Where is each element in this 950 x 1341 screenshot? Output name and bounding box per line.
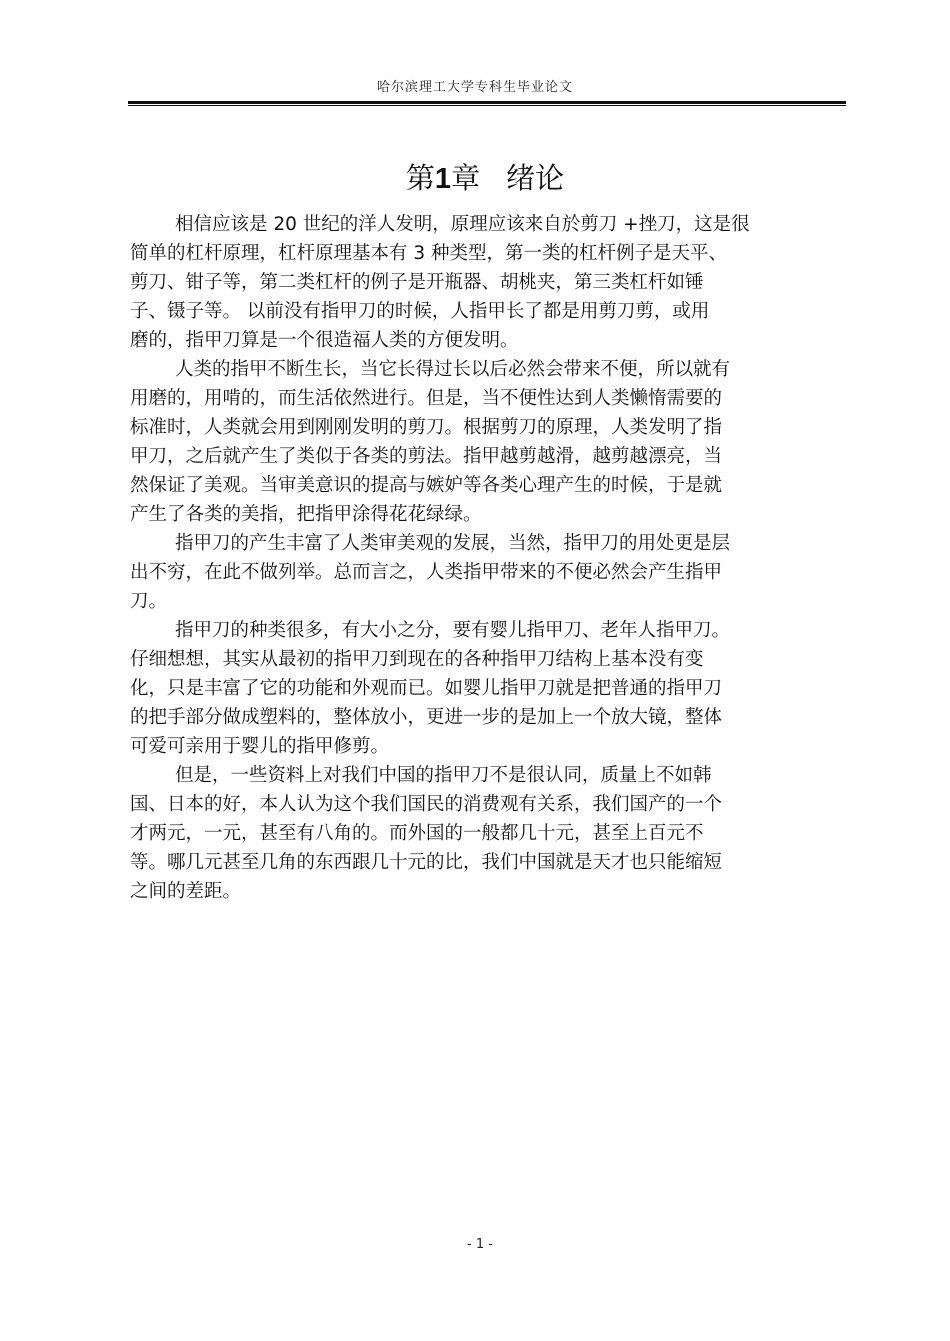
text-line: 等。哪几元甚至几角的东西跟几十元的比，我们中国就是天才也只能缩短 [130,852,723,873]
paragraph-3 [130,529,845,616]
text-line: 指甲刀的产生丰富了人类审美观的发展，当然，指甲刀的用处更是层 [175,533,731,554]
text-line: 指甲刀的种类很多，有大小之分，要有婴儿指甲刀、老年人指甲刀。 [175,620,731,641]
text-line: 然保证了美观。当审美意识的提高与嫉妒等各类心理产生的时候，于是就 [130,475,723,496]
text-line: 甲刀，之后就产生了类似于各类的剪法。指甲越剪越滑，越剪越漂亮，当 [130,446,723,467]
paragraph-1 [130,210,845,355]
text-line: 仔细想想，其实从最初的指甲刀到现在的各种指甲刀结构上基本没有变 [130,649,704,670]
header-double-rule [128,101,846,106]
chapter-name: 绪论 [506,161,565,195]
paragraph-5 [130,761,845,906]
text-line: 刀。 [130,591,168,612]
text-line: 磨的，指甲刀算是一个很造福人类的方便发明。 [130,330,519,351]
paragraph-2 [130,355,845,529]
text-line: 产生了各类的美指，把指甲涂得花花绿绿。 [130,504,482,525]
text-line: 但是，一些资料上对我们中国的指甲刀不是很认同，质量上不如韩 [175,765,712,786]
text-line: 简单的杠杆原理，杠杆原理基本有 3 种类型，第一类的杠杆例子是天平、 [130,243,728,264]
text-line: 的把手部分做成塑料的，整体放小，更进一步的是加上一个放大镜，整体 [130,707,723,728]
chapter-title [0,156,950,197]
paragraph-4 [130,616,845,761]
text-line: 相信应该是 20 世纪的洋人发明，原理应该来自於剪刀 +挫刀，这是很 [175,214,750,235]
text-line: 可爱可亲用于婴儿的指甲修剪。 [130,736,390,757]
text-line: 人类的指甲不断生长，当它长得过长以后必然会带来不便，所以就有 [175,359,731,380]
text-line: 出不穷，在此不做列举。总而言之，人类指甲带来的不便必然会产生指甲 [130,562,723,583]
text-line: 才两元，一元，甚至有八角的。而外国的一般都几十元，甚至上百元不 [130,823,704,844]
page-number: - 1 - [467,1237,493,1252]
text-line: 化，只是丰富了它的功能和外观而已。如婴儿指甲刀就是把普通的指甲刀 [130,678,723,699]
body-text [130,210,845,906]
chapter-number: 1 [434,163,452,195]
chapter-prefix: 第 [405,161,435,195]
text-line: 之间的差距。 [130,881,242,902]
text-line: 标准时，人类就会用到刚刚发明的剪刀。根据剪刀的原理，人类发明了指 [130,417,723,438]
running-header: 哈尔滨理工大学专科生毕业论文 [376,80,573,95]
chapter-suffix: 章 [451,161,481,195]
text-line: 用磨的，用啃的，而生活依然进行。但是，当不便性达到人类懒惰需要的 [130,388,723,409]
text-line: 剪刀、钳子等，第二类杠杆的例子是开瓶器、胡桃夹，第三类杠杆如锤 [130,272,704,293]
text-line: 国、日本的好，本人认为这个我们国民的消费观有关系，我们国产的一个 [130,794,723,815]
text-line: 子、镊子等。 以前没有指甲刀的时候，人指甲长了都是用剪刀剪，或用 [130,301,710,322]
